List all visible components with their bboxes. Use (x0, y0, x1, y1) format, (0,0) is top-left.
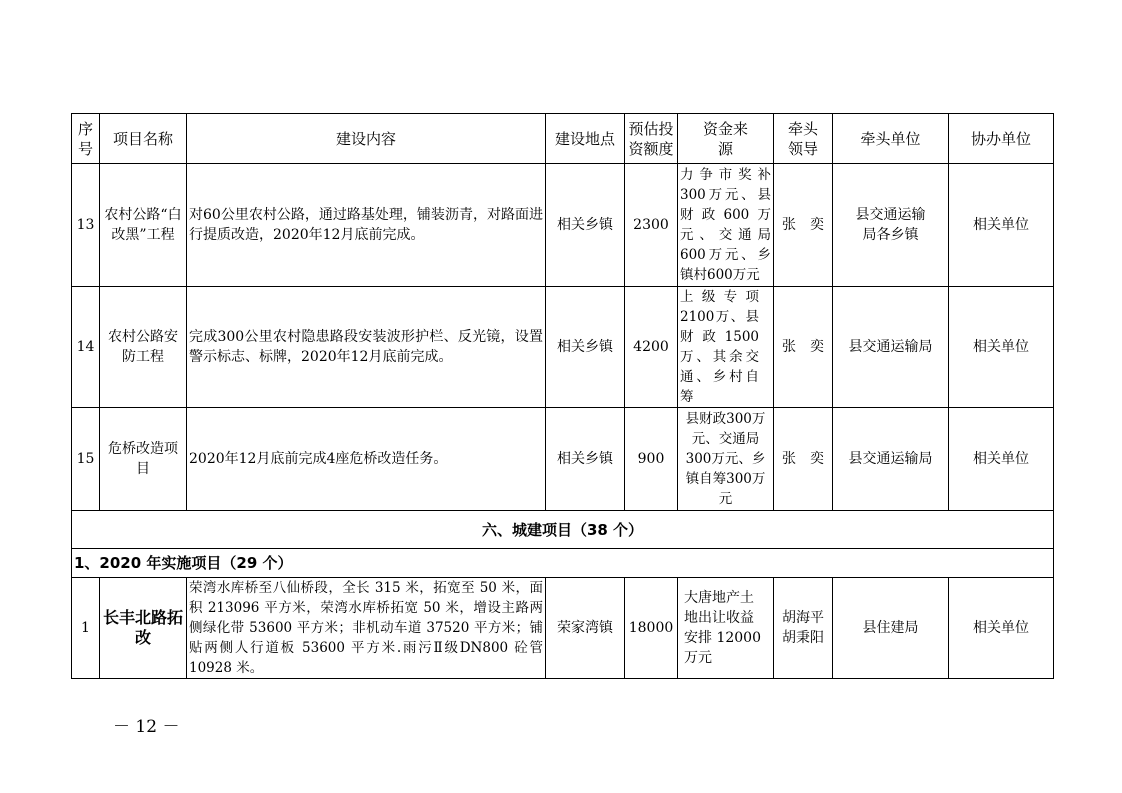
subsection-title: 1、2020 年实施项目（29 个） (72, 549, 1054, 578)
row-content: 荣湾水库桥至八仙桥段，全长 315 米，拓宽至 50 米，面积 213096 平方米，荣湾水库桥拓宽 50 米，增设主路两侧绿化带 53600 平方米；非机动车道 37520 平方米；铺贴两侧人行道板 53600 平方米.雨污Ⅱ级DN800 砼管 10928 米。 (187, 578, 546, 679)
row-location: 相关乡镇 (546, 164, 625, 287)
row-investment: 18000 (625, 578, 678, 679)
row-content: 对60公里农村公路，通过路基处理，铺装沥青，对路面进行提质改造，2020年12月底前完成。 (187, 164, 546, 287)
row-location: 相关乡镇 (546, 287, 625, 408)
row-project-name: 长丰北路拓改 (100, 578, 187, 679)
project-table (71, 113, 1054, 679)
row-project-name: 农村公路安防工程 (100, 287, 187, 408)
header-lead-unit: 牵头单位 (833, 114, 949, 164)
table-row (72, 408, 1054, 511)
header-leader: 牵头领导 (774, 114, 833, 164)
row-investment: 900 (625, 408, 678, 511)
row-no: 1 (72, 578, 100, 679)
row-funding: 县财政300万元、交通局300万元、乡镇自筹300万元 (678, 408, 774, 511)
row-co-unit: 相关单位 (949, 408, 1054, 511)
row-lead-unit: 县住建局 (833, 578, 949, 679)
row-leader: 张 奕 (774, 408, 833, 511)
row-leader: 胡海平 胡秉阳 (774, 578, 833, 679)
header-content: 建设内容 (187, 114, 546, 164)
row-project-name: 农村公路“白改黑”工程 (100, 164, 187, 287)
row-leader: 张 奕 (774, 164, 833, 287)
table-row (72, 164, 1054, 287)
header-location: 建设地点 (546, 114, 625, 164)
header-row (72, 114, 1054, 164)
header-project-name: 项目名称 (100, 114, 187, 164)
row-investment: 4200 (625, 287, 678, 408)
row-lead-unit: 县交通运输局 (833, 287, 949, 408)
table-row (72, 287, 1054, 408)
row-co-unit: 相关单位 (949, 164, 1054, 287)
row-funding: 大唐地产土地出让收益安排 12000 万元 (678, 578, 774, 679)
row-project-name: 危桥改造项目 (100, 408, 187, 511)
row-content: 完成300公里农村隐患路段安装波形护栏、反光镜，设置警示标志、标牌，2020年12月底前完成。 (187, 287, 546, 408)
row-leader: 张 奕 (774, 287, 833, 408)
row-investment: 2300 (625, 164, 678, 287)
row-location: 荣家湾镇 (546, 578, 625, 679)
table-row (72, 578, 1054, 679)
row-funding: 上级专项2100万、县财政1500万、其余交通、乡村自筹 (678, 287, 774, 408)
row-lead-unit: 县交通运输局各乡镇 (833, 164, 949, 287)
row-no: 14 (72, 287, 100, 408)
page-number: － 12 － (113, 717, 180, 737)
row-lead-unit: 县交通运输局 (833, 408, 949, 511)
section-title: 六、城建项目（38 个） (72, 511, 1054, 549)
row-content: 2020年12月底前完成4座危桥改造任务。 (187, 408, 546, 511)
header-investment: 预估投资额度 (625, 114, 678, 164)
row-location: 相关乡镇 (546, 408, 625, 511)
header-funding: 资金来源 (678, 114, 774, 164)
header-co-unit: 协办单位 (949, 114, 1054, 164)
row-co-unit: 相关单位 (949, 287, 1054, 408)
section-row (72, 511, 1054, 549)
row-funding: 力争市奖补300万元、县财政600万元、交通局600万元、乡镇村600万元 (678, 164, 774, 287)
row-no: 13 (72, 164, 100, 287)
subsection-row (72, 549, 1054, 578)
row-no: 15 (72, 408, 100, 511)
row-co-unit: 相关单位 (949, 578, 1054, 679)
header-no: 序号 (72, 114, 100, 164)
